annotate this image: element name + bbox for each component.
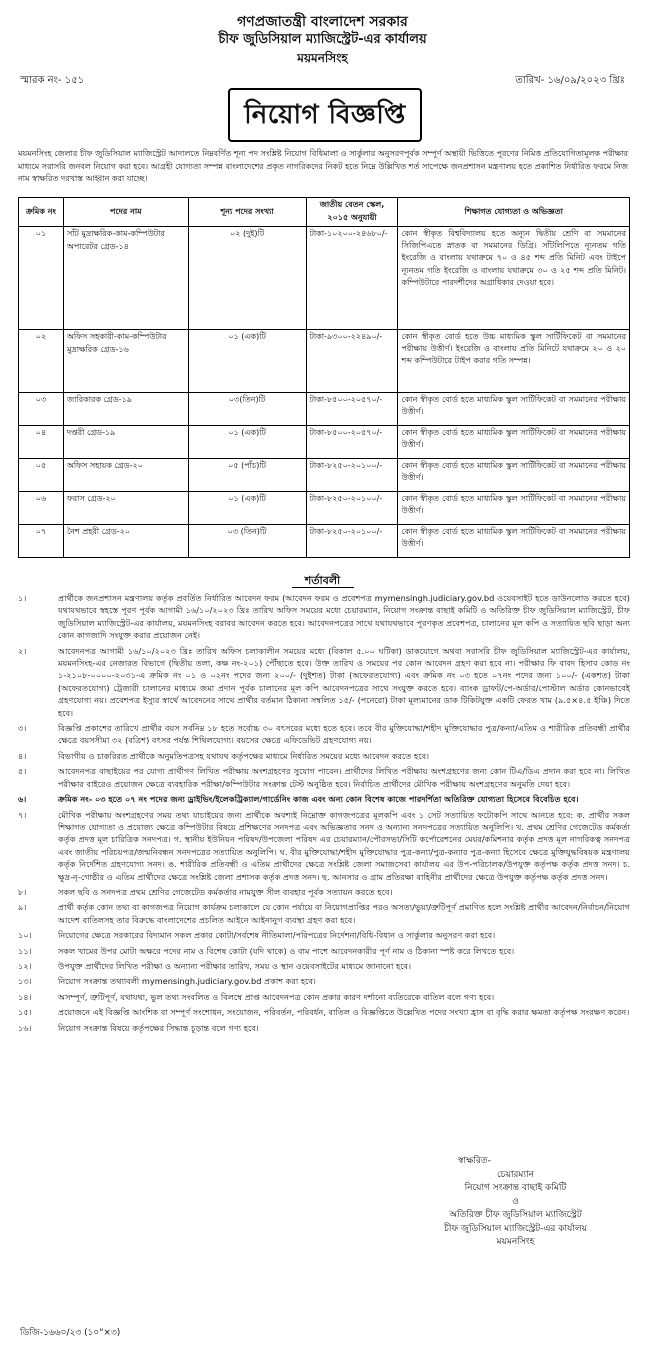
vacancy-cell: ০১ (এক)টি [188, 426, 306, 459]
table-row [19, 393, 630, 426]
posts-table [18, 197, 630, 558]
condition-number: ৭। [18, 809, 27, 820]
qualification-cell: কোন স্বীকৃত বিশ্ববিদ্যালয় হতে অন্যূন দ্বিতীয় শ্রেণি বা সমমানের সিজিপিএতে স্নাতক বা সমমানের ডিগ্রি। সাঁটলিপিতে ন্যূনতম গতি ইংরেজি ও বাংলায় যথাক্রমে ৭০ ও ৪৫ শব্দ প্রতি মিনিট এবং টাইপে ন্যূনতম গতি ইংরেজি ও বাংলায় যথাক্রমে ৩০ ও ২৫ শব্দ প্রতি মিনিট। কম্পিউটারে পারদর্শীদের অগ্রাধিকার দেওয়া হবে। [398, 227, 630, 330]
condition-item [14, 645, 630, 719]
notice-date: তারিখ- ১৬/০৯/২০২৩ খ্রিঃ [515, 75, 625, 86]
condition-item [14, 960, 630, 972]
serial-cell: ০৬ [19, 492, 64, 525]
condition-item [14, 722, 630, 747]
condition-item [14, 991, 630, 1003]
col-header-serial: ক্রমিক নং [19, 198, 64, 227]
condition-number: ১৫। [18, 1007, 32, 1018]
dg-reference: ডিজি-১৬৬০/২৩ (১০"×৩) [20, 1328, 121, 1338]
condition-text: প্রার্থীকে জনপ্রশাসন মন্ত্রণালয় কর্তৃক প্রবর্তিত নির্ধারিত আবেদন ফরম (আবেদন ফরম ও প্রবেশপত্র mymensingh.judiciary.gov.bd ওয়েবসাইট হতে ডাউনলোড করতে হবে) যথাযথভাবে স্বহস্তে পূরণ পূর্বক আগামী ১৬/১০/২০২৩ খ্রিঃ তারিখ অফিস সময়ের মধ্যে চেয়ারম্যান, নিয়োগ সংক্রান্ত বাছাই কমিটি ও অতিরিক্ত চীফ জুডিসিয়াল ম্যাজিস্ট্রেট, চীফ জুডিসিয়াল ম্যাজিস্ট্রেট-এর কার্যালয়, ময়মনসিংহ বরাবর আবেদন করতে হবে। আবেদনপত্রের সাথে যথাযথভাবে পূরণকৃত প্রবেশপত্র, চালানের মূল কপি ও সত্যায়িত ছবি ছাড়া অন্য কোন কাগজাদি সংযুক্ত করার প্রয়োজন নেই। [58, 593, 630, 641]
condition-number: ৯। [18, 902, 27, 913]
table-row [19, 426, 630, 459]
memo-number: স্মারক নং- ১৫১ [20, 75, 85, 86]
pay-scale-cell: টাকা-৮২৫০-২০১০০/- [306, 459, 398, 492]
condition-text: আবেদনপত্র আগামী ১৬/১০/২০২৩ খ্রিঃ তারিখ অফিস চলাকালীন সময়ের মধ্যে (বিকাল ৫.০০ ঘটিকা) ডাকযোগে অথবা সরাসরি চীফ জুডিসিয়াল ম্যাজিস্ট্রেট-এর কার্যালয়, ময়মনসিংহ-এর নেজারত বিভাগে (দ্বিতীয় তলা, কক্ষ নং-২০১) পৌঁছাতে হবে। উক্ত তারিখ ও সময়ের পর কোন আবেদন গ্রহণ করা হবে না। পরীক্ষার ফি বাবদ হিসাব কোড নং ১-২১০৮-০০০০-২০৩১-এ ক্রমিক নং ০১ ও ০২নং পদের জন্য ২০০/- (দুইশত) টাকা (অফেরতযোগ্য) এবং ক্রমিক নং ০৩ হতে ০৭নং পদের জন্য ১০০/- (একশত) টাকা (অফেরতযোগ্য) ট্রেজারী চালানের মাধ্যমে জমা প্রদান পূর্বক চালানের মূল কপি আবেদনপত্রের সাথে সংযুক্ত করতে হবে। ব্যাংক ড্রাফট/পে-অর্ডার/পোস্টাল অর্ডার কোনভাবেই গ্রহণযোগ্য নয়। প্রবেশপত্র ইস্যুর স্বার্থে আবেদনের সাথে প্রার্থীর বর্তমান ঠিকানা সম্বলিত ১৫/- (পনেরো) টাকা মূল্যমানের ডাক টিকিটযুক্ত একটি ফেরত খাম (৯.৫×৪.৫ ইঞ্চি) দিতে হবে। [58, 645, 630, 718]
condition-number: ১৩। [18, 976, 32, 987]
signed-label: স্বাক্ষরিত- [458, 1156, 491, 1166]
condition-number: ৩। [18, 723, 27, 734]
condition-number: ২। [18, 645, 27, 656]
condition-text: নিয়োগ সংক্রান্ত বিষয়ে কর্তৃপক্ষের সিদ্ধান্ত চূড়ান্ত বলে গণ্য হবে। [58, 1022, 259, 1033]
condition-number: ৪। [18, 750, 27, 761]
qualification-cell: কোন স্বীকৃত বোর্ড হতে মাধ্যমিক স্কুল সার্টিফিকেট বা সমমানের পরীক্ষায় উত্তীর্ণ। [398, 525, 630, 558]
office-name: চীফ জুডিসিয়াল ম্যাজিস্ট্রেট-এর কার্যালয় [218, 32, 427, 47]
government-header: গণপ্রজাতন্ত্রী বাংলাদেশ সরকার [237, 14, 408, 30]
pay-scale-cell: টাকা-৯৩০০-২২৪৯০/- [306, 330, 398, 393]
table-row [19, 525, 630, 558]
vacancy-cell: ০৫ (পাঁচ)টি [188, 459, 306, 492]
condition-text: নিয়োগ সংক্রান্ত তথ্যাবলী mymensingh.judiciary.gov.bd প্রকাশ করা হবে। [58, 976, 316, 987]
vacancy-cell: ০২ (দুই)টি [188, 227, 306, 330]
qualification-cell: কোন স্বীকৃত বোর্ড হতে মাধ্যমিক স্কুল সার্টিফিকেট বা সমমানের পরীক্ষায় উত্তীর্ণ। [398, 393, 630, 426]
condition-text: বিভাগীয় ও চাকরিরত প্রার্থীকে অনুমতিপত্রসহ যথাযথ কর্তৃপক্ষের মাধ্যমে নির্ধারিত সময়ের মধ্যে আবেদন করতে হবে। [58, 750, 430, 761]
pay-scale-cell: টাকা-৮২৫০-২০১০০/- [306, 525, 398, 558]
qualification-cell: কোন স্বীকৃত বোর্ড হতে উচ্চ মাধ্যমিক স্কুল সার্টিফিকেট বা সমমানের পরীক্ষায় উত্তীর্ণ। ইংরেজি ও বাংলায় প্রতি মিনিটে যথাক্রমে ২০ ও ২০ শব্দ কম্পিউটারে টাইপ করার গতি সম্পন্ন। [398, 330, 630, 393]
condition-item [14, 809, 630, 883]
col-header-vacancy: শূন্য পদের সংখ্যা [188, 198, 306, 227]
conditions-heading: শর্তাবলী [304, 574, 341, 587]
condition-number: ১০। [18, 930, 32, 941]
condition-number: ১। [18, 593, 27, 603]
condition-text: প্রয়োজনে এই বিজ্ঞপ্তি আংশিক বা সম্পূর্ণ সংশোধন, সংযোজন, পরিবর্তন, পরিবর্ধন, বাতিল ও বিজ্ঞপ্তিতে উল্লেখিত পদের সংখ্যা হ্রাস বা বৃদ্ধি করার ক্ষমতা কর্তৃপক্ষ সংরক্ষণ করেন। [58, 1007, 630, 1018]
table-row [19, 330, 630, 393]
vacancy-cell: ০৩ (তিন)টি [188, 525, 306, 558]
condition-item [14, 592, 630, 642]
condition-text: সকল ছবি ও সনদপত্র প্রথম শ্রেণির গেজেটেড কর্মকর্তার নামযুক্ত সীল ব্যবহার পূর্বক সত্যায়ন করতে হবে। [58, 886, 393, 897]
post-name-cell: অফিস সহকারী-কাম-কম্পিউটার মুদ্রাক্ষরিক গ্রেড-১৬ [63, 330, 188, 393]
post-name-cell: নৈশ প্রহরী গ্রেড-২০ [63, 525, 188, 558]
condition-number: ১৪। [18, 991, 32, 1002]
condition-item [14, 1006, 630, 1018]
table-row [19, 227, 630, 330]
post-name-cell: জারিকারক গ্রেড-১৯ [63, 393, 188, 426]
post-name-cell: দপ্তরী গ্রেড-১৯ [63, 426, 188, 459]
serial-cell: ০৪ [19, 426, 64, 459]
notice-title: নিয়োগ বিজ্ঞপ্তি [228, 88, 422, 142]
vacancy-cell: ০১ (এক)টি [188, 330, 306, 393]
serial-cell: ০৫ [19, 459, 64, 492]
qualification-cell: কোন স্বীকৃত বোর্ড হতে মাধ্যমিক স্কুল সার্টিফিকেট বা সমমানের পরীক্ষায় উত্তীর্ণ। [398, 426, 630, 459]
qualification-cell: কোন স্বীকৃত বোর্ড হতে মাধ্যমিক স্কুল সার্টিফিকেট বা সমমানের পরীক্ষায় উত্তীর্ণ। [398, 459, 630, 492]
conditions-list [14, 592, 630, 1037]
pay-scale-cell: টাকা-৮৫০০-২০৫৭০/- [306, 426, 398, 459]
condition-number: ১১। [18, 945, 32, 956]
condition-text: ক্রমিক নং- ০৩ হতে ০৭ নং পদের জন্য ড্রাইভিং/ইলেকট্রিক্যাল/গার্ডেনিং কাজ এবং অন্য কোন বিশেষ কাজে পারদর্শিতা অতিরিক্ত যোগ্যতা হিসেবে বিবেচিত হবে। [58, 794, 579, 805]
col-header-post: পদের নাম [63, 198, 188, 227]
conditions-heading-underline [292, 587, 354, 588]
condition-text: আবেদনপত্র বাছাইয়ের পর যোগ্য প্রার্থীগণ লিখিত পরীক্ষায় অংশগ্রহণের সুযোগ পাবেন। প্রার্থীদের লিখিত পরীক্ষায় অংশগ্রহণের জন্য কোন টিএ/ডিএ প্রদান করা হবে না। লিখিত পরীক্ষার বাইরেও প্রয়োজন ক্ষেত্রে ব্যবহারিক পরীক্ষা/কম্পিউটার সংক্রান্ত টেস্ট অনুষ্ঠিত হবে। নির্বাচিত প্রার্থীদের মৌখিক পরীক্ষায় অংশগ্রহণের অনুমতি দেয়া হবে। [58, 766, 630, 789]
serial-cell: ০২ [19, 330, 64, 393]
table-row [19, 459, 630, 492]
post-name-cell: ফরাস গ্রেড-২০ [63, 492, 188, 525]
serial-cell: ০৩ [19, 393, 64, 426]
condition-item [14, 901, 630, 926]
post-name-cell: অফিস সহায়ক গ্রেড-২০ [63, 459, 188, 492]
condition-item [14, 1022, 630, 1034]
condition-item [14, 929, 630, 941]
serial-cell: ০১ [19, 227, 64, 330]
condition-item [14, 975, 630, 987]
condition-item [14, 886, 630, 898]
signatory-office: চীফ জুডিসিয়াল ম্যাজিস্ট্রেট-এর কার্যালয় [444, 1223, 587, 1234]
table-row [19, 492, 630, 525]
condition-item [14, 945, 630, 957]
serial-cell: ০৭ [19, 525, 64, 558]
condition-number: ১৬। [18, 1022, 32, 1033]
condition-text: উপযুক্ত প্রার্থীদের লিখিত পরীক্ষা ও অন্যান্য পরীক্ষার তারিখ, সময় ও স্থান ওয়েবসাইটের মাধ্যমে জানানো হবে। [58, 960, 412, 971]
signatory-designation: অতিরিক্ত চীফ জুডিসিয়াল ম্যাজিস্ট্রেট [449, 1210, 582, 1220]
condition-text: প্রার্থী কর্তৃক কোন তথ্য বা কাগজপত্র নিয়োগ কার্যক্রম চলাকালে যে কোন পর্যায়ে বা নিয়োগপ্রাপ্তির পরও অসত্য/ভুয়া/ত্রুটিপূর্ণ প্রমাণিত হলে সংশ্লিষ্ট প্রার্থীর আবেদন/নির্বাচন/নিয়োগ আদেশ বাতিলসহ তার বিরুদ্ধে বাংলাদেশের প্রচলিত আইনে আইনানুগ ব্যবস্থা গ্রহণ করা হবে। [58, 902, 631, 925]
pay-scale-cell: টাকা-৮২৫০-২০১০০/- [306, 492, 398, 525]
col-header-qualification: শিক্ষাগত যোগ্যতা ও অভিজ্ঞতা [398, 198, 630, 227]
condition-item [14, 793, 630, 805]
condition-text: মৌখিক পরীক্ষায় অংশগ্রহণের সময় তথ্য যাচাইয়ের জন্য প্রার্থীকে অবশ্যই নিম্নোক্ত কাগজপত্রের মূলকপি এবং ১ সেট সত্যায়িত ফটোকপি সাথে আনতে হবে: ক. প্রার্থীর সকল শিক্ষাগত যোগ্যতা ও প্রযোজ্য ক্ষেত্রে কম্পিউটার বিষয়ে প্রশিক্ষণের সনদপত্র এবং অভিজ্ঞতার সনদ ও অন্যান্য সনদপত্রের সত্যায়িত অনুলিপি। খ. প্রথম শ্রেণির গেজেটেড কর্মকর্তা কর্তৃক প্রদত্ত মূল চারিত্রিক সনদপত্র। গ. স্থানীয় ইউনিয়ন পরিষদ/উপজেলা পরিষদ এর চেয়ারম্যান/পৌরসভা/সিটি কর্পোরেশনের মেয়র/কমিশনার কর্তৃক প্রদত্ত মূল নাগরিকত্ব সনদপত্র এবং জাতীয় পরিচয়পত্র/জন্মনিবন্ধন সনদপত্রের সত্যায়িত অনুলিপি। ঘ. বীর মুক্তিযোদ্ধা/শহীদ মুক্তিযোদ্ধার পুত্র-কন্যা/পুত্র-কন্যার পুত্র-কন্যা হিসেবে ক্ষেত্রে মুক্তিযুদ্ধবিষয়ক মন্ত্রণালয় কর্তৃক নির্দেশিত গ্রহণযোগ্য সনদ। ঙ. শারীরিক প্রতিবন্ধী ও এতিম প্রার্থীদের ক্ষেত্রে সংশ্লিষ্ট জেলা সমাজসেবা কার্যালয় এর উপ-পরিচালক/উপযুক্ত কর্তৃপক্ষ কর্তৃক প্রদত্ত সনদ। চ. ক্ষুদ্র-নৃ-গোষ্ঠীর ও এতিম প্রার্থীদের ক্ষেত্রে সংশ্লিষ্ট জেলা প্রশাসক কর্তৃক প্রদত্ত সনদ। ছ. আনসার ও গ্রাম প্রতিরক্ষা বাহিনীর প্রার্থীদের ক্ষেত্রে উপযুক্ত কর্তৃপক্ষ কর্তৃক প্রদত্ত সনদ। [58, 809, 630, 882]
condition-number: ১২। [18, 960, 32, 971]
signatory-conjunction: ও [512, 1196, 519, 1207]
signatory-location: ময়মনসিংহ [496, 1237, 535, 1247]
condition-text: অসম্পূর্ণ, ত্রুটিপূর্ণ, যথাযথা, ভুল তথ্য সংবলিত ও বিলম্বে প্রাপ্ত আবেদনপত্র কোন প্রকার কারণ দর্শানো ব্যতিরেকে বাতিল বলে গণ্য হবে। [58, 991, 495, 1002]
condition-text: সকল খামের উপর মোটা অক্ষরে পদের নাম ও বিশেষ কোটা (যদি থাকে) ও বাম পাশে আবেদনকারীর পূর্ণ নাম ও ঠিকানা স্পষ্ট করে লিখতে হবে। [58, 945, 515, 956]
posts-table-header-row [19, 198, 630, 227]
condition-item [14, 765, 630, 790]
signatory-role: চেয়ারম্যান [497, 1169, 534, 1180]
intro-paragraph: ময়মনসিংহ জেলার চীফ জুডিসিয়াল ম্যাজিস্ট্রেট আদালতে নিম্নবর্ণিত শূন্য পদ সংশ্লিষ্ট নিয়োগ বিধিমালা ও সার্কুলার অনুসরণপূর্বক সম্পূর্ণ অস্থায়ী ভিত্তিতে পূরণের নিমিত্ত প্রতিযোগিতামূলক পরীক্ষার মাধ্যমে সরাসরি জনবল নিয়োগ করা হবে। আগ্রহী যোগ্যতা সম্পন্ন বাংলাদেশের প্রকৃত নাগরিকদের নিকট হতে নিম্নে উল্লিখিত শর্ত সাপেক্ষে জনপ্রশাসন মন্ত্রণালয় হতে প্রকাশিত নির্ধারিত ফরমে নিজ নাম স্বাক্ষরিত দরখাস্ত আহ্বান করা যাচ্ছে। [18, 149, 628, 183]
post-name-cell: সাঁট মুদ্রাক্ষরিক-কাম-কম্পিউটার অপারেটর গ্রেড-১৪ [63, 227, 188, 330]
col-header-pay-scale: জাতীয় বেতন স্কেল, ২০১৫ অনুযায়ী [306, 198, 398, 227]
vacancy-cell: ০৩(তিন)টি [188, 393, 306, 426]
pay-scale-cell: টাকা-১০২০০-২৪৬৮০/- [306, 227, 398, 330]
condition-text: নিয়োগের ক্ষেত্রে সরকারের বিদ্যমান সকল প্রকার কোটা/সর্বশেষ নীতিমালা/পরিপত্রের নির্দেশনা/বিধি-বিধান ও সার্কুলার অনুসরণ করা হবে। [58, 930, 496, 941]
condition-number: ৮। [18, 886, 27, 897]
office-location: ময়মনসিংহ [297, 51, 348, 65]
signatory-committee: নিয়োগ সংক্রান্ত বাছাই কমিটি [464, 1183, 567, 1193]
vacancy-cell: ০১ (এক)টি [188, 492, 306, 525]
condition-item [14, 750, 630, 762]
signature-block [398, 1155, 633, 1250]
condition-number: ৫। [18, 766, 27, 777]
pay-scale-cell: টাকা-৮৫০০-২০৫৭০/- [306, 393, 398, 426]
condition-text: বিজ্ঞপ্তি প্রকাশের তারিখে প্রার্থীর বয়স সর্বনিম্ন ১৮ হতে সর্বোচ্চ ৩০ বৎসরের মধ্যে হতে হবে। তবে বীর মুক্তিযোদ্ধা/শহীদ মুক্তিযোদ্ধার পুত্র/কন্যা/এতিম ও শারীরিক প্রতিবন্ধী প্রার্থীর ক্ষেত্রে বয়সসীমা ৩২ (বত্রিশ) বৎসর পর্যন্ত শিথিলযোগ্য। বয়সের ক্ষেত্রে এফিডেভিট গ্রহণযোগ্য নয়। [58, 723, 630, 746]
condition-number: ৬। [18, 794, 27, 805]
qualification-cell: কোন স্বীকৃত বোর্ড হতে মাধ্যমিক স্কুল সার্টিফিকেট বা সমমানের পরীক্ষায় উত্তীর্ণ। [398, 492, 630, 525]
